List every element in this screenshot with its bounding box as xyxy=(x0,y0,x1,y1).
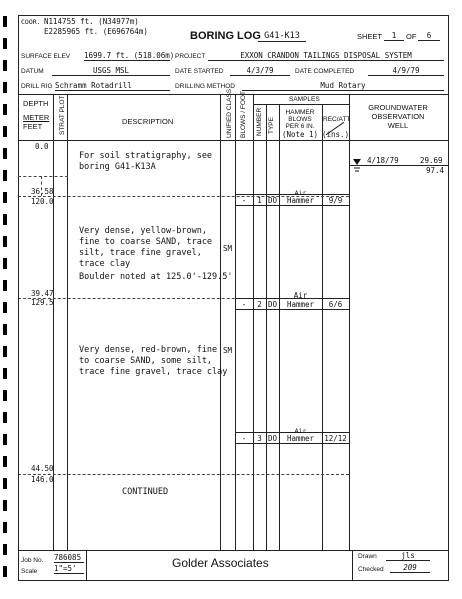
sample-1-blows: - xyxy=(241,196,247,205)
water-level-icon xyxy=(352,158,364,176)
col-number: NUMBER xyxy=(256,107,263,136)
sample-2-number: 2 xyxy=(257,300,262,309)
sample-3-hammer-line1: Air xyxy=(294,427,307,435)
drilling-method-value: Mud Rotary xyxy=(242,81,444,91)
datum-label: DATUM xyxy=(21,68,44,75)
sample-3-blows: - xyxy=(241,434,247,443)
desc-layer2-line3: trace fine gravel, trace clay xyxy=(79,367,228,377)
desc-layer1-class: SM xyxy=(223,244,233,253)
company-name: Golder Associates xyxy=(172,556,269,570)
drill-rig-value: Schramm Rotadrill xyxy=(55,81,170,91)
desc-layer1-boulder-note: Boulder noted at 125.0'-129.5' xyxy=(79,272,233,282)
sample-1-number: 1 xyxy=(257,196,262,205)
sample-2-type: DO xyxy=(267,300,278,309)
datum-value: USGS MSL xyxy=(52,66,170,76)
boring-id: G41-K13 xyxy=(258,31,306,42)
desc-continued: CONTINUED xyxy=(122,487,169,497)
surface-elev-label: SURFACE ELEV xyxy=(21,53,71,60)
col-rec-units: (ins.) xyxy=(322,130,350,139)
sheet-number: 1 xyxy=(384,31,404,41)
desc-top-line1: For soil stratigraphy, see xyxy=(79,151,213,161)
depth-1-meters: 36.58 xyxy=(31,187,54,196)
col-strat-plot: STRAT PLOT xyxy=(59,95,66,135)
desc-layer1-line3: silt, trace fine gravel, xyxy=(79,248,202,258)
col-per-6in: PER 6 IN. xyxy=(285,123,315,130)
col-well: WELL xyxy=(387,121,409,130)
project-value: EXXON CRANDON TAILINGS DISPOSAL SYSTEM xyxy=(208,51,444,61)
project-label: PROJECT xyxy=(175,53,206,60)
depth-3-meters: 44.50 xyxy=(31,464,54,473)
depth-3-feet: 146.0 xyxy=(31,475,54,484)
drawn-value: jls xyxy=(386,551,430,561)
drill-rig-label: DRILL RIG xyxy=(21,83,53,90)
desc-layer1-line2: fine to coarse SAND, trace xyxy=(79,237,213,247)
col-meter: METER xyxy=(23,113,50,122)
desc-layer2-line2: to coarse SAND, some silt, xyxy=(79,356,213,366)
col-rec-att: REC/ATT xyxy=(323,116,351,123)
col-type: TYPE xyxy=(268,117,275,134)
coord-east: E2285965 ft. (E696764m) xyxy=(44,27,148,36)
job-no-label: Job No. xyxy=(21,557,44,564)
sheet-of-label: OF xyxy=(406,32,417,41)
desc-layer1-line1: Very dense, yellow-brown, xyxy=(79,226,207,236)
sample-2-hammer-line1: Air xyxy=(293,291,308,300)
date-completed-label: DATE COMPLETED xyxy=(295,68,355,75)
drilling-method-label: DRILLING METHOD xyxy=(175,83,235,90)
surface-elev-value: 1699.7 ft. (518.06m) xyxy=(84,51,175,60)
depth-2-meters: 39.47 xyxy=(31,289,54,298)
sample-3-hammer-line2: Hammer xyxy=(286,434,315,443)
sample-1-hammer-line2: Hammer xyxy=(286,196,315,205)
title-boring-log: BORING LOG xyxy=(190,30,261,42)
sheet-label: SHEET xyxy=(357,32,383,41)
col-hammer-note: (Note 1) xyxy=(281,130,319,139)
col-groundwater: GROUNDWATER xyxy=(368,103,428,112)
scale-label: Scale xyxy=(21,568,38,575)
sheet-total: 6 xyxy=(418,31,440,41)
date-completed-value: 4/9/79 xyxy=(368,66,444,76)
scale-value: 1"=5' xyxy=(54,564,84,574)
date-started-label: DATE STARTED xyxy=(175,68,224,75)
col-unified-class: UNIFIED CLASS xyxy=(226,88,233,138)
gw-value-1: 29.69 xyxy=(420,156,443,165)
gw-date: 4/18/79 xyxy=(367,156,399,165)
sample-3-number: 3 xyxy=(257,434,262,443)
sample-3-rec: 12/12 xyxy=(324,434,347,443)
sample-2-rec: 6/6 xyxy=(328,300,343,309)
desc-layer1-line4: trace clay xyxy=(79,259,131,269)
depth-1-feet: 120.0 xyxy=(31,197,54,206)
desc-layer2-class: SM xyxy=(223,346,233,355)
checked-label: Checked xyxy=(358,566,384,573)
gw-value-2: 97.4 xyxy=(426,166,445,175)
desc-layer2-line1: Very dense, red-brown, fine xyxy=(79,345,218,355)
col-blows-foot: BLOWS / FOOT xyxy=(240,91,247,138)
col-description: DESCRIPTION xyxy=(122,117,174,126)
desc-top-line2: boring G41-K13A xyxy=(79,162,156,172)
col-feet: FEET xyxy=(23,122,43,131)
coord-north: N114755 ft. (N34977m) xyxy=(44,17,139,26)
depth-2-feet: 129.5 xyxy=(31,298,54,307)
sample-2-hammer-line2: Hammer xyxy=(286,300,315,309)
job-no-value: 786085 xyxy=(54,553,84,563)
drawn-label: Drawn xyxy=(358,553,377,560)
col-depth: DEPTH xyxy=(23,99,49,108)
col-blows: BLOWS xyxy=(288,116,312,123)
sample-1-hammer-line1: Air xyxy=(294,189,307,197)
col-samples: SAMPLES xyxy=(289,96,320,103)
checked-value: 209 xyxy=(390,563,430,573)
sample-2-blows: - xyxy=(241,300,247,309)
sample-3-type: DO xyxy=(267,434,278,443)
depth-top: 0.0 xyxy=(35,142,49,151)
coord-label: COOR. xyxy=(21,18,41,26)
col-hammer: HAMMER xyxy=(285,109,315,116)
date-started-value: 4/3/79 xyxy=(230,66,290,76)
col-observation: OBSERVATION xyxy=(371,112,425,121)
sample-1-type: DO xyxy=(267,196,278,205)
sample-1-rec: 9/9 xyxy=(328,196,343,205)
